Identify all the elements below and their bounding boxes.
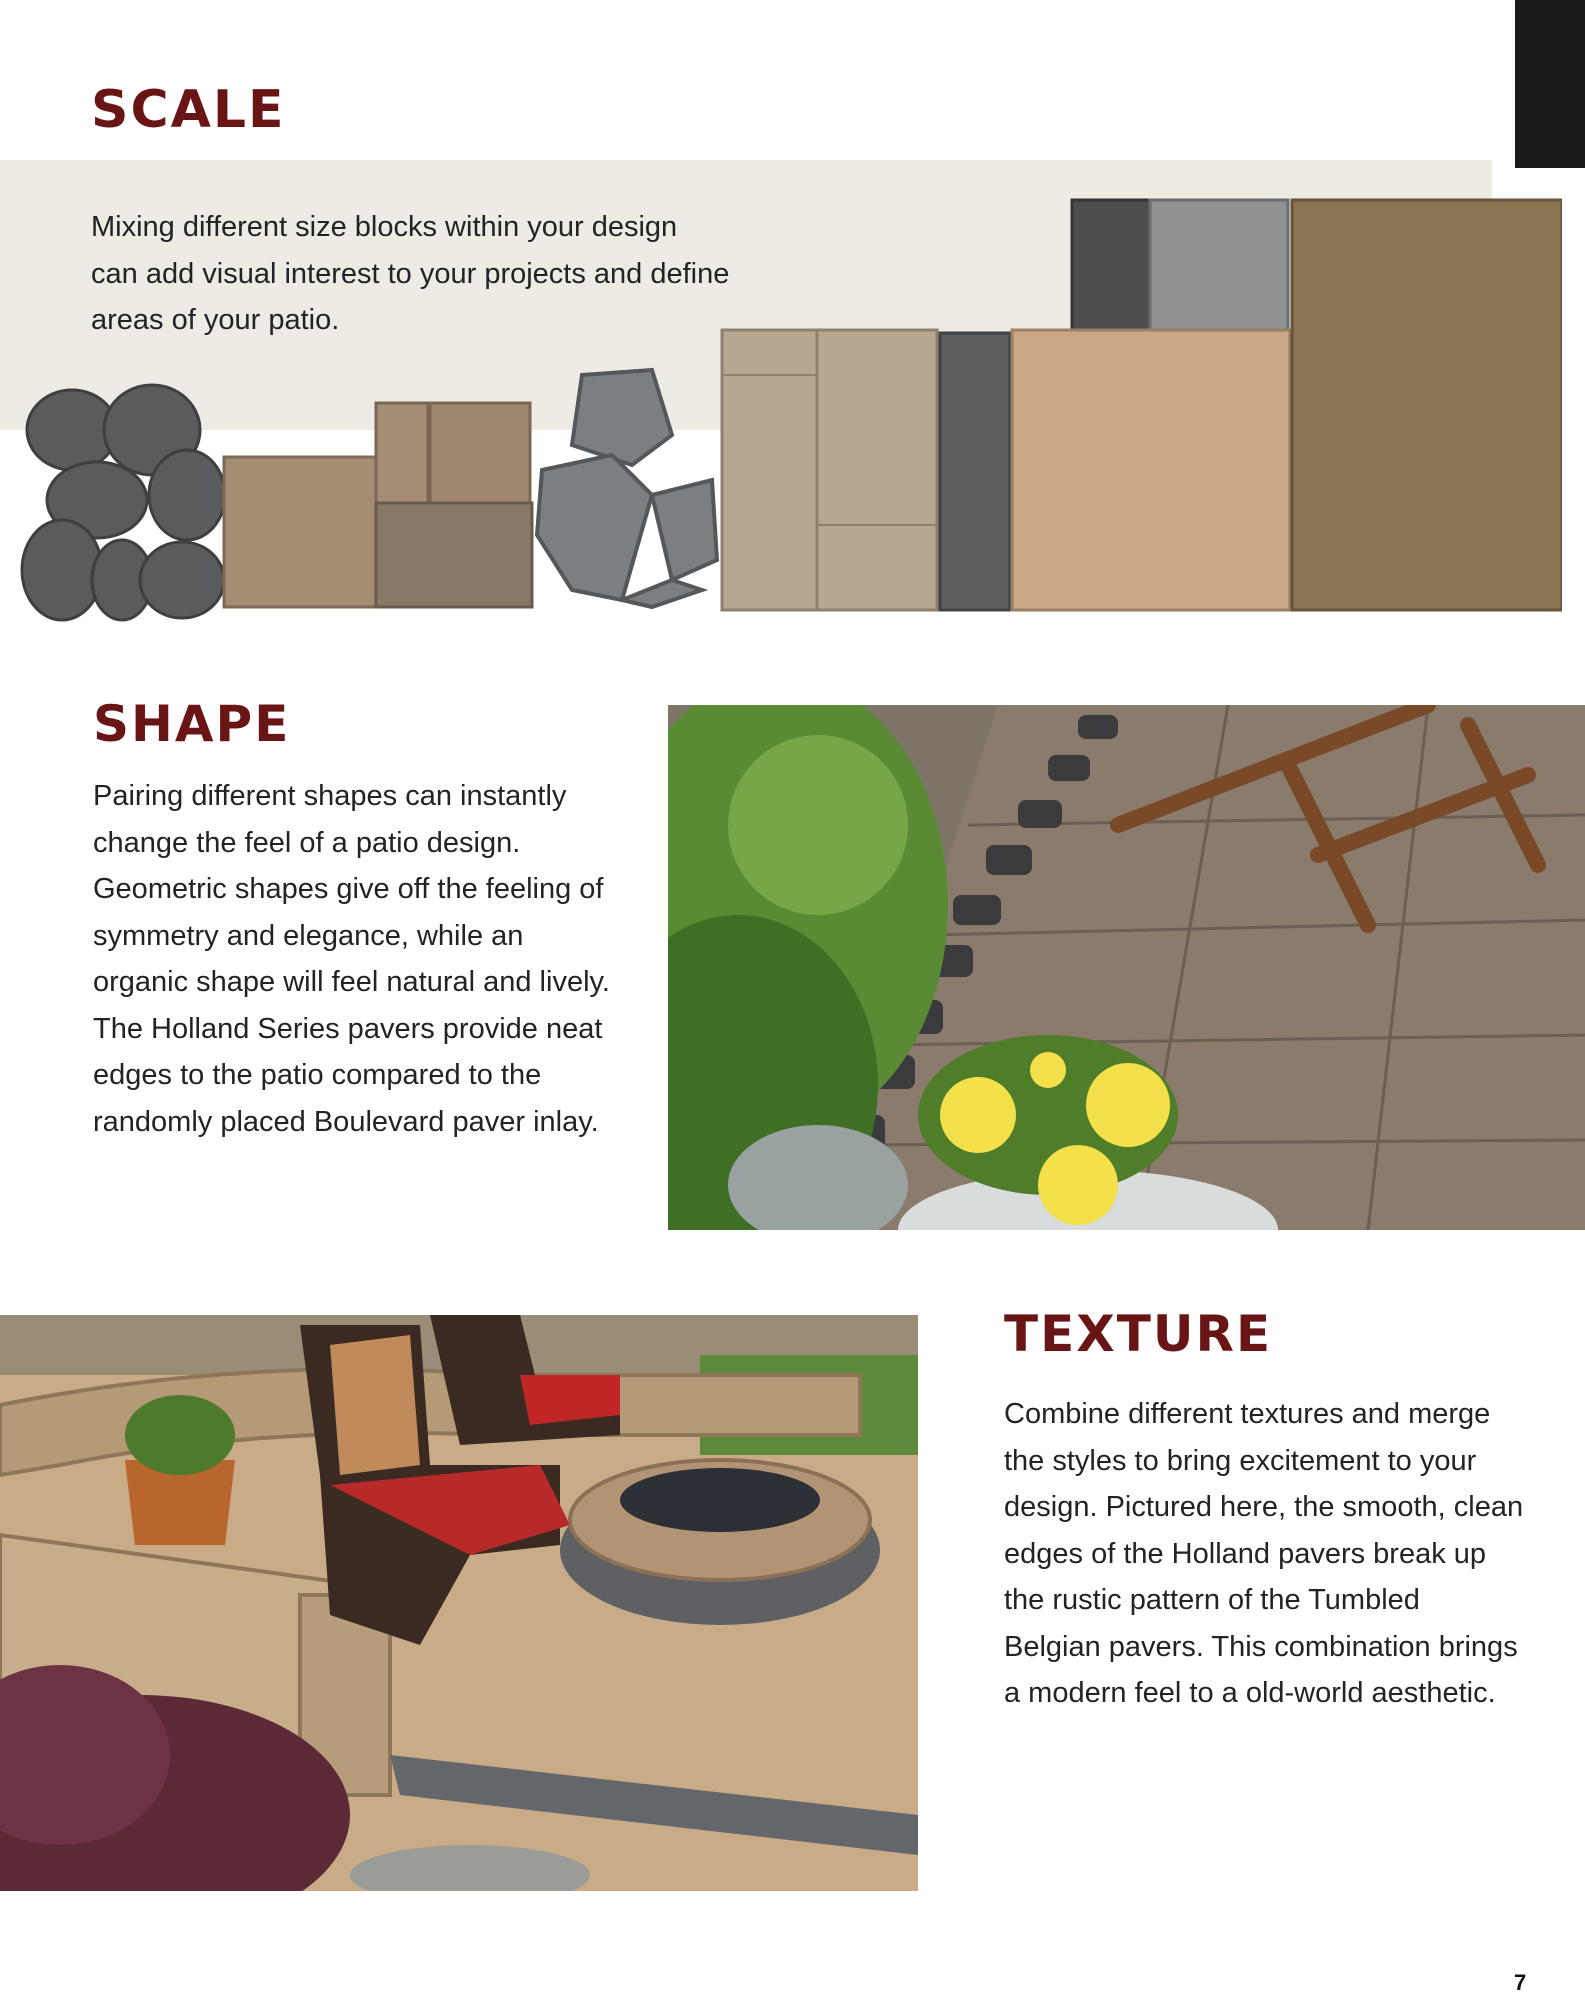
texture-body: Combine different textures and merge the styles to bring excitement to your design. Pictured here, the smooth, clean edges of the Holland pavers break up the rustic pattern of the Tumbled Belgian pavers. This combination brings a modern feel to a old-world aesthetic. [1004,1398,1524,1709]
firepit-patio-photo [0,1315,918,1891]
shape-body: Pairing different shapes can instantly change the feel of a patio design. Geometric shapes give off the feeling of symmetry and elegance, while an organic shape will feel natural and lively. The Holland Series pavers provide neat edges to the patio compared to the randomly placed Boulevard paver inlay. [93,780,610,1138]
patio-flowers-photo [668,705,1585,1230]
paver-samples-image [12,195,1562,635]
scale-body: Mixing different size blocks within your design can add visual interest to your projects and define areas of your patio. [91,211,730,336]
texture-heading: TEXTURE [1004,1305,1273,1363]
shape-heading: SHAPE [93,695,291,753]
section-tab [1515,0,1585,168]
scale-heading: SCALE [91,80,286,140]
page-number: 7 [1514,1970,1527,1995]
